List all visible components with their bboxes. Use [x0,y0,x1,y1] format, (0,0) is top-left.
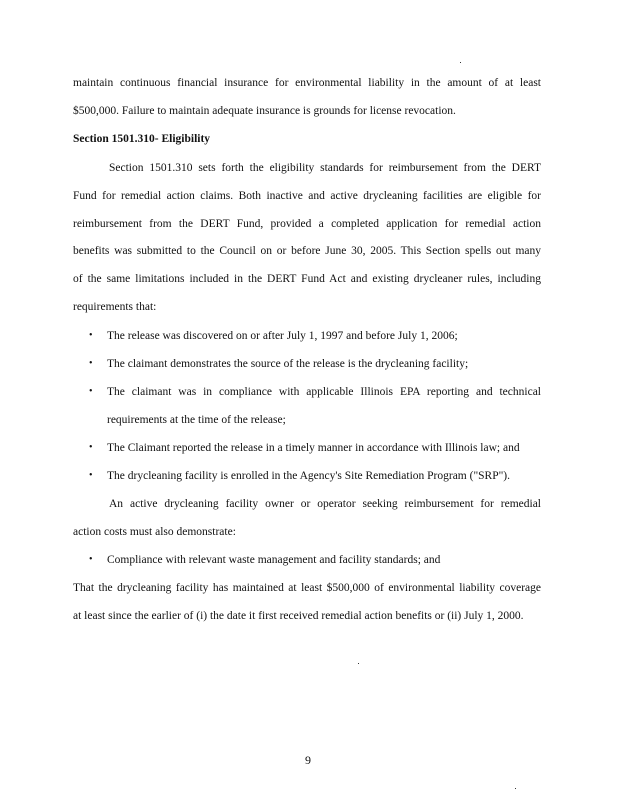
bullet-marker: • [89,470,93,481]
bullet-marker: • [89,386,93,397]
paragraph-1-line-1: maintain continuous financial insurance for environmental liability in the amount of at least [73,77,541,89]
paragraph-2-line-5: of the same limitations included in the DERT Fund Act and existing drycleaner rules, including [73,273,541,285]
paragraph-4-line-1: That the drycleaning facility has maintained at least $500,000 of environmental liability coverage [73,582,541,594]
paragraph-2-line-3: reimbursement from the DERT Fund, provided a completed application for remedial action [73,218,541,230]
bullet-item-3-line-2: requirements at the time of the release; [107,414,286,426]
section-heading: Section 1501.310- Eligibility [73,133,211,145]
bullet-item-4: The Claimant reported the release in a timely manner in accordance with Illinois law; and [107,442,520,454]
paragraph-3-line-1: An active drycleaning facility owner or operator seeking reimbursement for remedial [109,498,541,510]
paragraph-2-line-6: requirements that: [73,301,157,313]
paragraph-2-line-1: Section 1501.310 sets forth the eligibility standards for reimbursement from the DERT [109,162,541,174]
bullet-marker: • [89,554,93,565]
scan-speck [358,663,359,664]
bullet-item-1: The release was discovered on or after July 1, 1997 and before July 1, 2006; [107,330,458,342]
paragraph-4-line-2: at least since the earlier of (i) the date it first received remedial action benefits or (ii) July 1, 2000. [73,610,524,622]
page-number: 9 [305,753,311,767]
bullet-item-2: The claimant demonstrates the source of the release is the drycleaning facility; [107,358,469,370]
bullet-item-final: Compliance with relevant waste management and facility standards; and [107,554,441,566]
bullet-marker: • [89,330,93,341]
scan-speck [515,788,516,789]
bullet-item-5: The drycleaning facility is enrolled in the Agency's Site Remediation Program ("SRP"). [107,470,511,482]
bullet-item-3-line-1: The claimant was in compliance with applicable Illinois EPA reporting and technical [107,386,541,398]
paragraph-1-line-2: $500,000. Failure to maintain adequate insurance is grounds for license revocation. [73,105,456,117]
bullet-marker: • [89,358,93,369]
paragraph-2-line-4: benefits was submitted to the Council on or before June 30, 2005. This Section spells out many [73,245,541,257]
paragraph-2-line-2: Fund for remedial action claims. Both inactive and active drycleaning facilities are eligible for [73,190,541,202]
bullet-marker: • [89,442,93,453]
scan-speck [460,62,461,63]
paragraph-3-line-2: action costs must also demonstrate: [73,526,236,538]
